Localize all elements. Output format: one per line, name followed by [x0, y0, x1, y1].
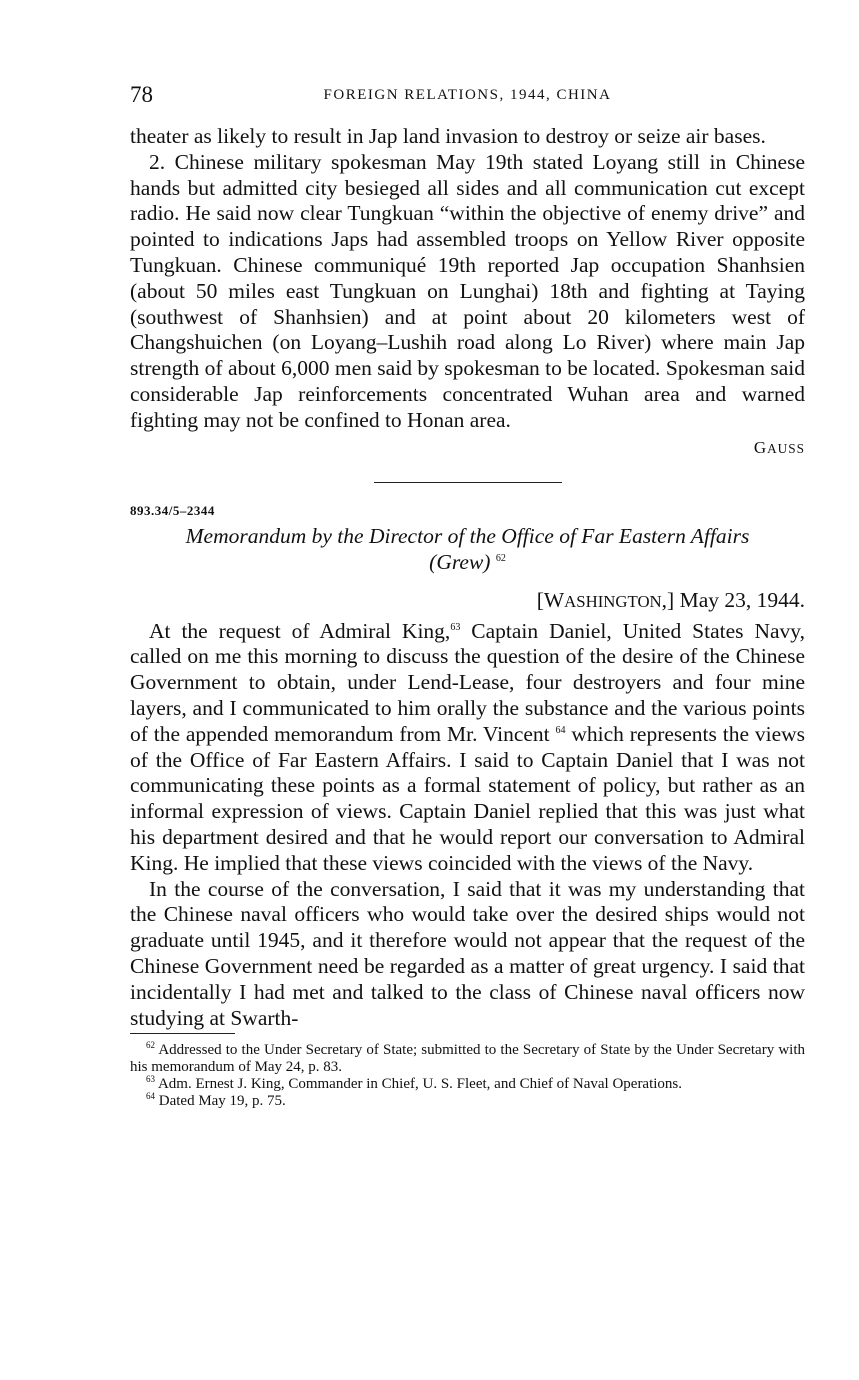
- page-body: [130, 124, 805, 1110]
- dateline-open: [W: [536, 587, 565, 612]
- file-number: 893.34/5–2344: [130, 502, 215, 518]
- footnote-text: Dated May 19, p. 75.: [158, 1093, 286, 1110]
- memo-p1-part-b: Captain Daniel, United States Navy, called on me this morning to discuss the question of the desire of the Chinese Government to obtain, under Lend-Lease, four destroyers and four mine layers, and I communicated to him orally the substance and the various points of the appended memorandum from Mr. Vincent: [130, 618, 805, 746]
- memo-title-line: Memorandum by the Director of the Office of Far Eastern Affairs: [185, 523, 750, 548]
- signature: [130, 438, 805, 464]
- footnote-64: [130, 1093, 805, 1110]
- footnote-ref-62: 62: [495, 552, 506, 564]
- footnote-ref-63: 63: [450, 621, 461, 633]
- footnote-number: 63: [146, 1074, 155, 1085]
- memo-title: [130, 523, 805, 575]
- footnote-number: 64: [146, 1091, 155, 1102]
- footnote-62: [130, 1042, 805, 1076]
- page-header: [130, 82, 805, 112]
- dateline-date: ,] May 23, 1944.: [661, 587, 805, 612]
- section-divider: [374, 482, 562, 483]
- dateline-place: ASHINGTON: [564, 591, 662, 611]
- memo-title-name: (Grew): [429, 549, 491, 574]
- footnote-number: 62: [146, 1040, 155, 1051]
- footnote-text: Adm. Ernest J. King, Commander in Chief, U. S. Fleet, and Chief of Naval Operations.: [157, 1076, 683, 1093]
- dateline: [130, 587, 805, 615]
- memo-p1-part-a: At the request of Admiral King,: [149, 618, 451, 643]
- footnote-ref-64: 64: [555, 724, 566, 736]
- signature-initial: G: [753, 437, 768, 457]
- memo-paragraph-2: In the course of the conversation, I said that it was my understanding that the Chinese naval officers who would take over the desired ships would not graduate until 1945, and it therefore would not appear that the request of the Chinese Government need be regarded as a matter of great urgency. I said that incidentally I had met and talked to the class of Chinese naval officers now studying at Swarth-: [130, 876, 805, 1030]
- page-number: 78: [130, 82, 153, 107]
- paragraph-continued: theater as likely to result in Jap land invasion to destroy or seize air bases.: [130, 124, 766, 148]
- footnote-divider: [130, 1033, 235, 1034]
- footnote-63: [130, 1076, 805, 1093]
- memo-title-author: [130, 549, 805, 575]
- paragraph-2: 2. Chinese military spokesman May 19th stated Loyang still in Chinese hands but admitted city besieged all sides and all communication cut except radio. He said now clear Tungkuan “within the objective of enemy drive” and pointed to indications Japs had assembled troops on Yellow River opposite Tungkuan. Chinese communiqué 19th reported Jap occupation Shanhsien (about 50 miles east Tungkuan on Lunghai) 18th and fighting at Taying (southwest of Shanhsien) and at point about 20 kilometers west of Changshuichen (on Loyang–Lushih road along Lo River) where main Jap strength of about 6,000 men said by spokesman to be located. Spokesman said considerable Jap reinforcements concentrated Wuhan area and warned fighting may not be confined to Honan area.: [130, 149, 805, 432]
- signature-rest: AUSS: [767, 440, 805, 456]
- footnote-text: Addressed to the Under Secretary of State; submitted to the Secretary of State by the Under Secretary with his memorandum of May 24, p. 83.: [130, 1042, 805, 1076]
- running-head: FOREIGN RELATIONS, 1944, CHINA: [323, 87, 612, 103]
- memo-p1-part-c: which represents the views of the Office of Far Eastern Affairs. I said to Captain Daniel that I was not communicating these points as a formal statement of policy, but rather as an informal expression of views. Captain Daniel replied that this was just what his department desired and that he would report our conversation to Admiral King. He implied that these views coincided with the views of the Navy.: [130, 721, 806, 875]
- memo-paragraph-1: [130, 619, 805, 877]
